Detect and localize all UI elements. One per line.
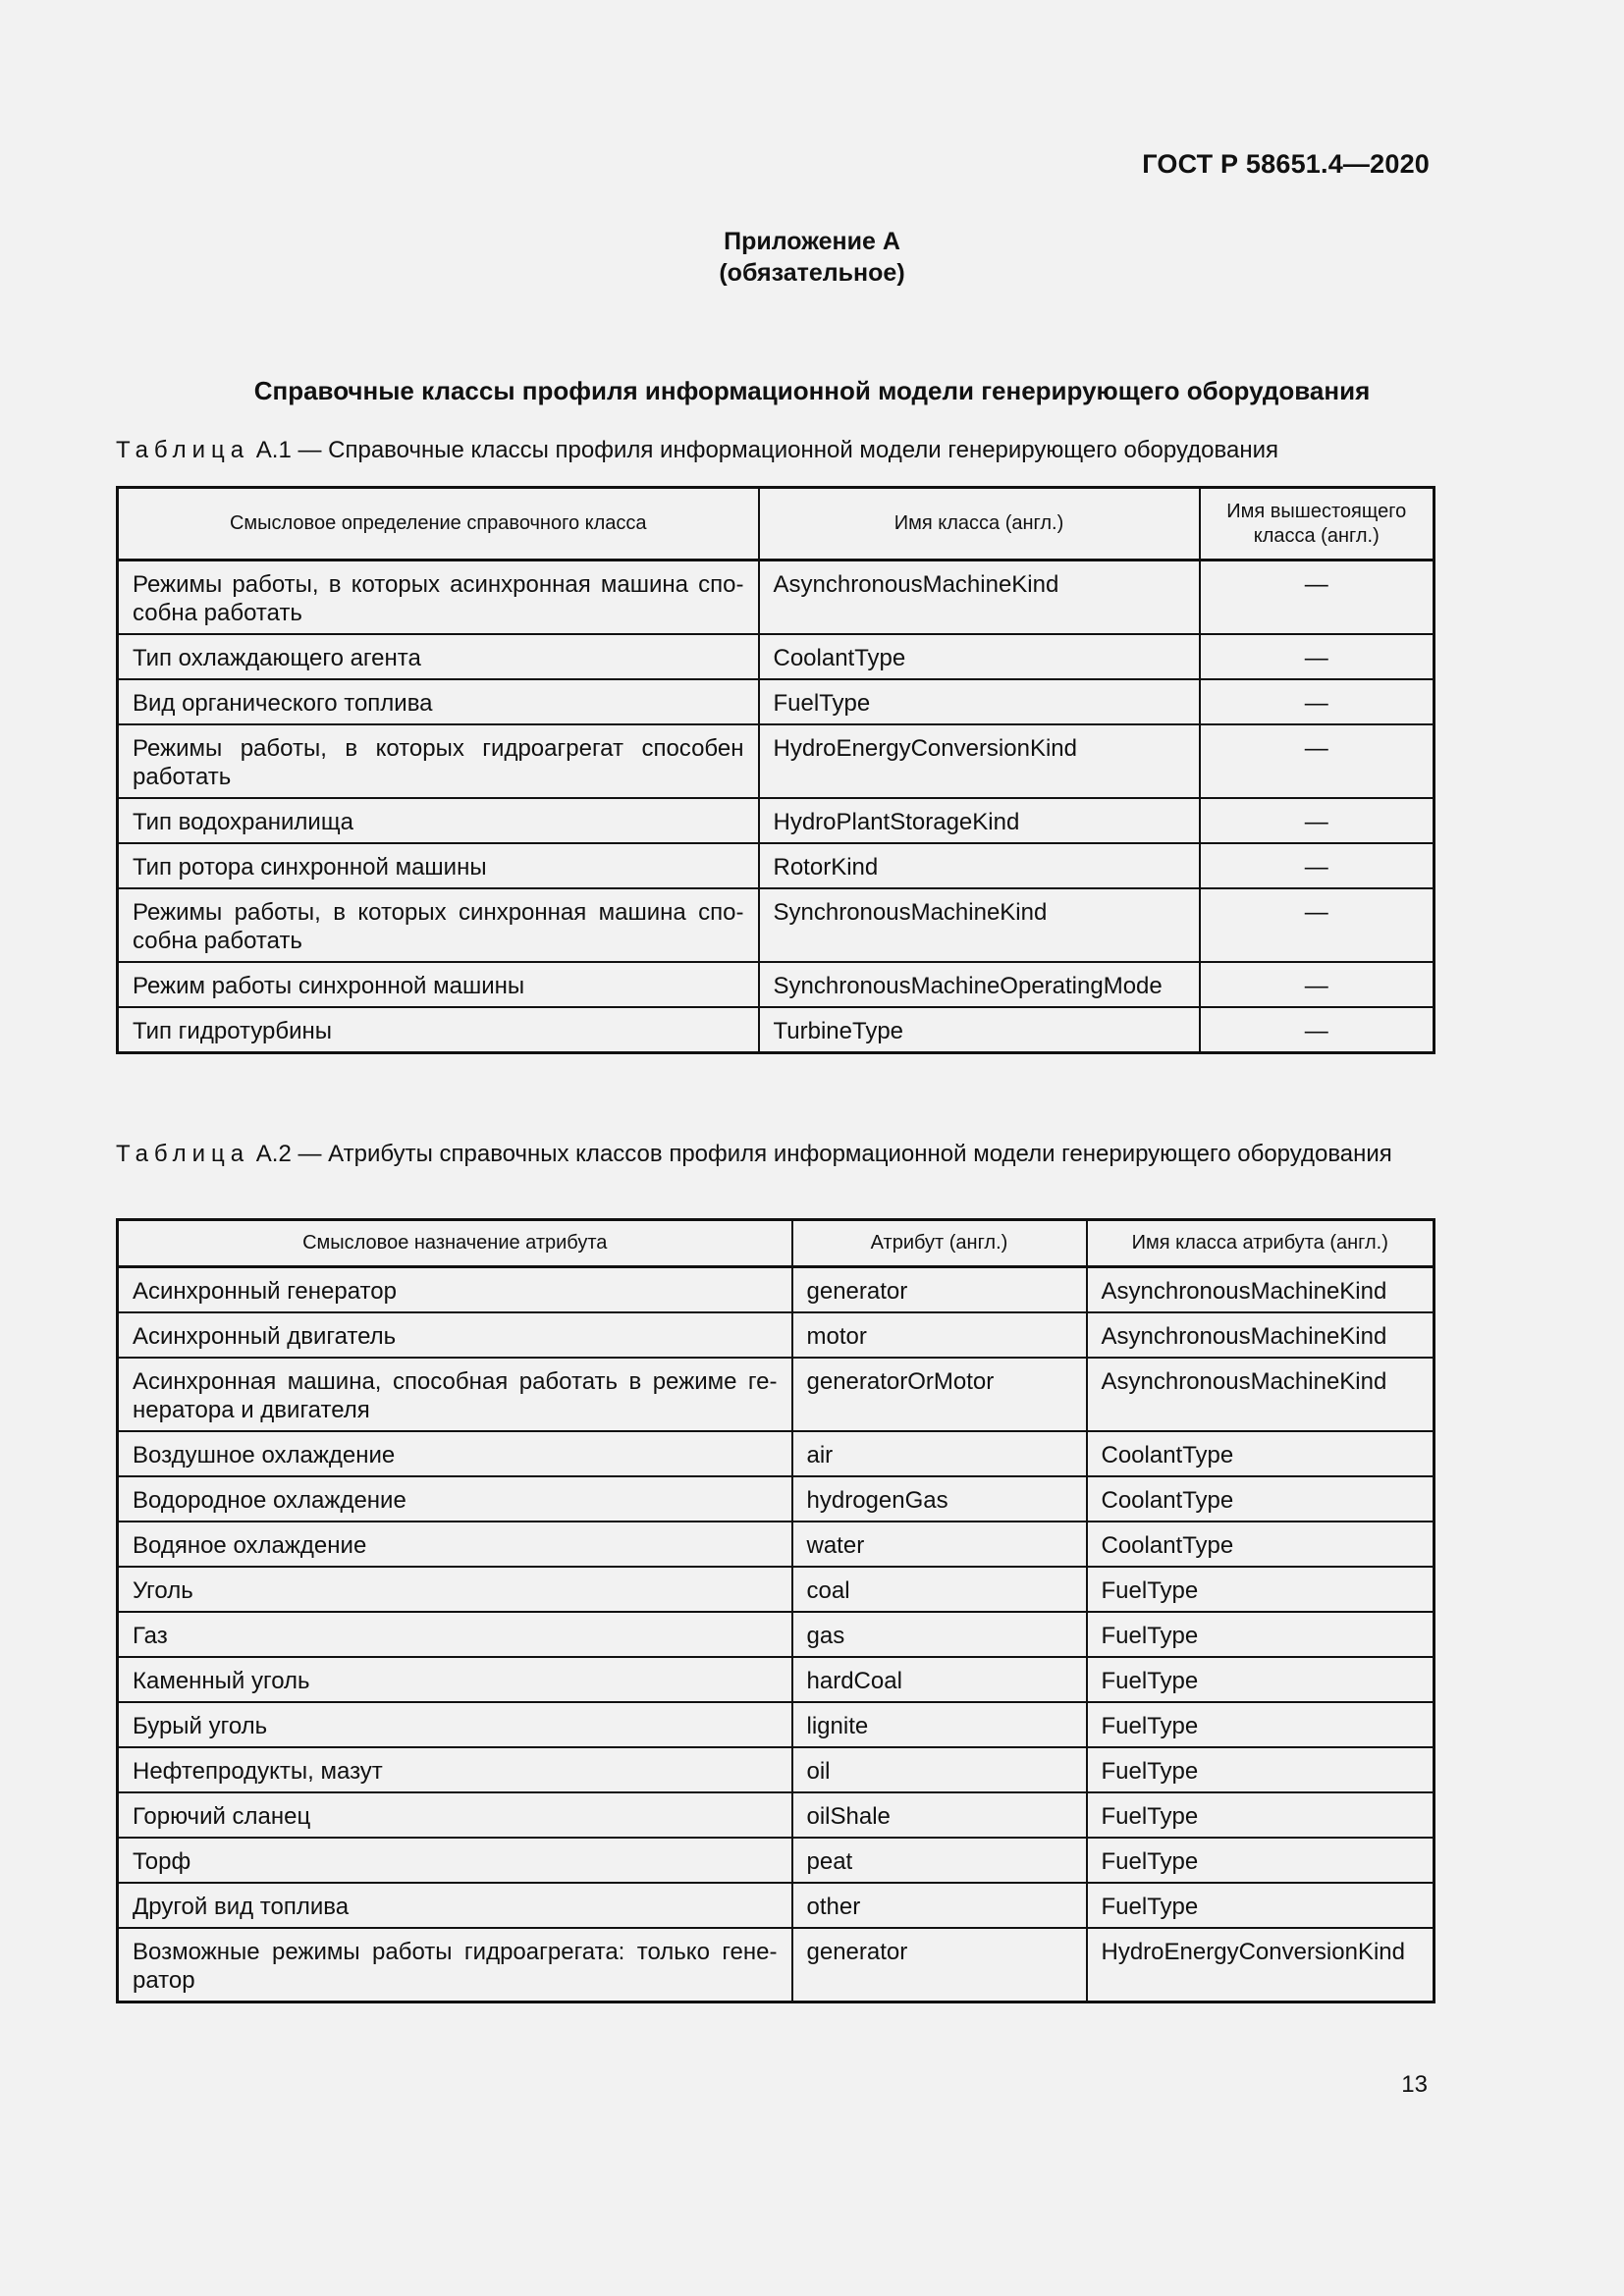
cell-class-name: HydroPlantStorageKind: [759, 798, 1200, 843]
cell-definition: Вид органического топлива: [118, 679, 759, 724]
cell-definition: Тип охлаждающего агента: [118, 634, 759, 679]
cell-definition: Тип водохранилища: [118, 798, 759, 843]
cell-definition: Тип гидротурбины: [118, 1007, 759, 1053]
appendix-heading: [0, 226, 1624, 289]
cell-attribute-class: FuelType: [1087, 1567, 1435, 1612]
cell-attribute: other: [792, 1883, 1087, 1928]
cell-attribute: lignite: [792, 1702, 1087, 1747]
section-title: Справочные классы профиля информационной модели генерирующего оборудования: [253, 376, 1371, 405]
table-row: [118, 888, 1435, 962]
cell-attribute: hydrogenGas: [792, 1476, 1087, 1522]
table-row: [118, 798, 1435, 843]
table2-header-meaning: Смысловое назначение атрибута: [118, 1220, 792, 1267]
table-row: [118, 1567, 1435, 1612]
cell-meaning: Уголь: [118, 1567, 792, 1612]
cell-meaning: Бурый уголь: [118, 1702, 792, 1747]
cell-attribute-class: AsynchronousMachineKind: [1087, 1312, 1435, 1358]
cell-attribute: air: [792, 1431, 1087, 1476]
table1-header-definition: Смысловое определение справочного класса: [118, 488, 759, 561]
table-row: [118, 1312, 1435, 1358]
cell-meaning: Нефтепродукты, мазут: [118, 1747, 792, 1792]
table1-caption: [116, 436, 1432, 465]
cell-attribute-class: FuelType: [1087, 1702, 1435, 1747]
cell-meaning: Воздушное охлаждение: [118, 1431, 792, 1476]
table1-header-class-name: Имя класса (англ.): [759, 488, 1200, 561]
table-row: [118, 1522, 1435, 1567]
appendix-status: (обязательное): [719, 259, 905, 287]
cell-class-name: TurbineType: [759, 1007, 1200, 1053]
table-row: [118, 1358, 1435, 1431]
table-attributes: [116, 1218, 1435, 2003]
cell-parent-class: —: [1200, 679, 1435, 724]
cell-definition: Режимы работы, в которых синхронная машина способна работать: [118, 888, 759, 962]
cell-attribute-class: FuelType: [1087, 1747, 1435, 1792]
table-row: [118, 1838, 1435, 1883]
table-row: [118, 1431, 1435, 1476]
table-reference-classes: [116, 486, 1435, 1054]
cell-parent-class: —: [1200, 724, 1435, 798]
table2-caption: [116, 1140, 1432, 1169]
cell-attribute: coal: [792, 1567, 1087, 1612]
cell-class-name: AsynchronousMachineKind: [759, 561, 1200, 635]
table-row: [118, 561, 1435, 635]
cell-attribute: oil: [792, 1747, 1087, 1792]
cell-attribute-class: FuelType: [1087, 1792, 1435, 1838]
cell-attribute: oilShale: [792, 1792, 1087, 1838]
cell-meaning: Другой вид топлива: [118, 1883, 792, 1928]
cell-meaning: Возможные режимы работы гидроагрегата: только генератор: [118, 1928, 792, 2002]
cell-attribute: generator: [792, 1928, 1087, 2002]
cell-meaning: Горючий сланец: [118, 1792, 792, 1838]
cell-attribute-class: AsynchronousMachineKind: [1087, 1358, 1435, 1431]
table-row: [118, 724, 1435, 798]
table-row: [118, 1657, 1435, 1702]
table-row: [118, 1883, 1435, 1928]
cell-attribute-class: CoolantType: [1087, 1476, 1435, 1522]
table-row: [118, 634, 1435, 679]
table-row: [118, 843, 1435, 888]
table1-caption-text: А.1 — Справочные классы профиля информационной модели генерирующего оборудования: [255, 437, 1279, 463]
table-row: [118, 1267, 1435, 1313]
cell-class-name: SynchronousMachineOperatingMode: [759, 962, 1200, 1007]
cell-attribute: gas: [792, 1612, 1087, 1657]
page-number: 13: [1401, 2071, 1428, 2098]
cell-attribute-class: FuelType: [1087, 1838, 1435, 1883]
cell-meaning: Водородное охлаждение: [118, 1476, 792, 1522]
cell-meaning: Водяное охлаждение: [118, 1522, 792, 1567]
table-row: [118, 1476, 1435, 1522]
cell-attribute-class: FuelType: [1087, 1612, 1435, 1657]
table-row: [118, 1792, 1435, 1838]
table2-label: Таблица: [116, 1141, 250, 1167]
cell-class-name: CoolantType: [759, 634, 1200, 679]
table-row: [118, 1702, 1435, 1747]
cell-class-name: HydroEnergyConversionKind: [759, 724, 1200, 798]
cell-meaning: Асинхронный двигатель: [118, 1312, 792, 1358]
cell-parent-class: —: [1200, 888, 1435, 962]
cell-parent-class: —: [1200, 962, 1435, 1007]
cell-meaning: Каменный уголь: [118, 1657, 792, 1702]
table1-header-parent-class: Имя вышестоящего класса (англ.): [1200, 488, 1435, 561]
cell-parent-class: —: [1200, 634, 1435, 679]
cell-attribute: hardCoal: [792, 1657, 1087, 1702]
cell-definition: Режимы работы, в которых асинхронная машина способна работать: [118, 561, 759, 635]
cell-attribute: generator: [792, 1267, 1087, 1313]
cell-attribute: peat: [792, 1838, 1087, 1883]
cell-attribute-class: FuelType: [1087, 1657, 1435, 1702]
cell-attribute: motor: [792, 1312, 1087, 1358]
table-row: [118, 1928, 1435, 2002]
cell-attribute-class: HydroEnergyConversionKind: [1087, 1928, 1435, 2002]
table-row: [118, 1612, 1435, 1657]
doc-code: ГОСТ Р 58651.4—2020: [1142, 149, 1430, 179]
cell-class-name: FuelType: [759, 679, 1200, 724]
cell-attribute-class: CoolantType: [1087, 1431, 1435, 1476]
table2-caption-text: А.2 — Атрибуты справочных классов профиля информационной модели генерирующего оборудования: [255, 1141, 1392, 1167]
table-row: [118, 1747, 1435, 1792]
cell-parent-class: —: [1200, 798, 1435, 843]
table2-header-attribute-class: Имя класса атрибута (англ.): [1087, 1220, 1435, 1267]
appendix-title: Приложение А: [724, 228, 900, 255]
cell-meaning: Газ: [118, 1612, 792, 1657]
cell-parent-class: —: [1200, 1007, 1435, 1053]
cell-meaning: Асинхронная машина, способная работать в режиме генератора и двигателя: [118, 1358, 792, 1431]
table2-header-attribute: Атрибут (англ.): [792, 1220, 1087, 1267]
table-row: [118, 1007, 1435, 1053]
cell-definition: Режим работы синхронной машины: [118, 962, 759, 1007]
cell-definition: Тип ротора синхронной машины: [118, 843, 759, 888]
cell-meaning: Торф: [118, 1838, 792, 1883]
cell-class-name: RotorKind: [759, 843, 1200, 888]
table-row: [118, 962, 1435, 1007]
table1-label: Таблица: [116, 437, 250, 463]
cell-definition: Режимы работы, в которых гидроагрегат способен работать: [118, 724, 759, 798]
cell-parent-class: —: [1200, 561, 1435, 635]
cell-attribute-class: FuelType: [1087, 1883, 1435, 1928]
cell-attribute: generatorOrMotor: [792, 1358, 1087, 1431]
cell-attribute-class: CoolantType: [1087, 1522, 1435, 1567]
cell-attribute: water: [792, 1522, 1087, 1567]
cell-meaning: Асинхронный генератор: [118, 1267, 792, 1313]
table-row: [118, 679, 1435, 724]
cell-class-name: SynchronousMachineKind: [759, 888, 1200, 962]
cell-parent-class: —: [1200, 843, 1435, 888]
cell-attribute-class: AsynchronousMachineKind: [1087, 1267, 1435, 1313]
